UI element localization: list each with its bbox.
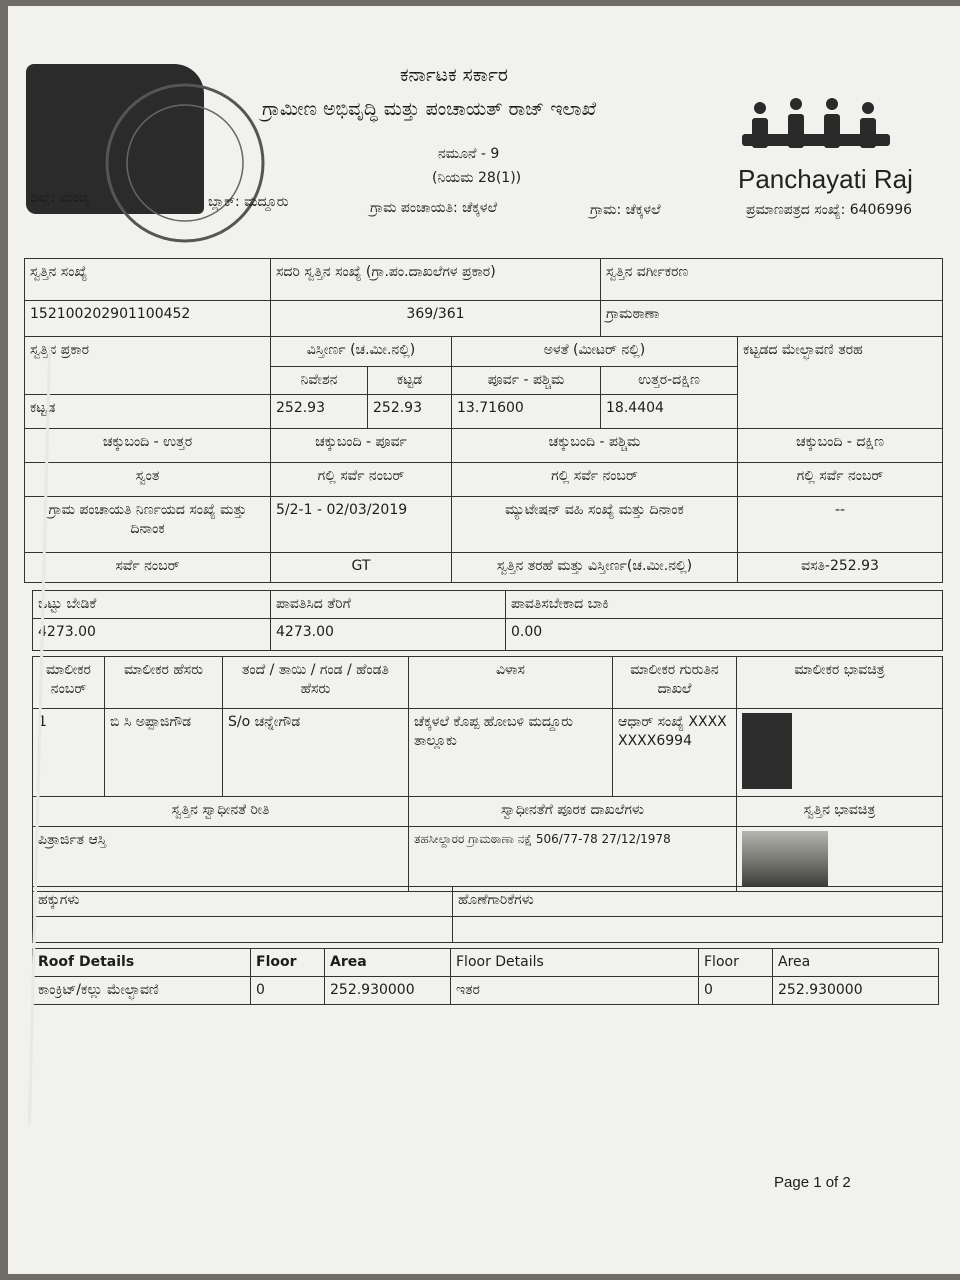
certificate-number: ಪ್ರಮಾಣಪತ್ರದ ಸಂಖ್ಯೆ: 6406996: [746, 202, 913, 218]
roof-type-value: ಕಾಂಕ್ರಿಟ್/ಕಲ್ಲು ಮೇಲ್ಛಾವಣಿ: [33, 977, 251, 1005]
resolution-label: ಗ್ರಾಮ ಪಂಚಾಯತಿ ನಿರ್ಣಯದ ಸಂಖ್ಯೆ ಮತ್ತು ದಿನಾಂಕ: [25, 497, 271, 553]
property-photo-cell: [737, 827, 943, 892]
ownership-docs-label: ಸ್ವಾಧೀನತೆಗೆ ಪೂರಕ ದಾಖಲೆಗಳು: [409, 797, 737, 827]
property-id-value: 152100202901100452: [25, 301, 271, 337]
property-kind-label: ಸ್ವತ್ತಿನ ತರಹೆ ಮತ್ತು ವಿಸ್ತೀರ್ಣ(ಚ.ಮೀ.ನಲ್ಲಿ): [452, 553, 738, 583]
rights-table: [32, 886, 943, 943]
boundary-east-value: ಗಲ್ಲಿ ಸರ್ವೆ ನಂಬರ್: [271, 463, 452, 497]
site-area-value: 252.93: [271, 395, 368, 429]
floor-details-table: [32, 948, 939, 1005]
owner-id-proof-value: ಆಧಾರ್ ಸಂಖ್ಯೆ XXXXXXXX6994: [613, 709, 737, 797]
balance-due-label: ಪಾವತಿಸಬೇಕಾದ ಬಾಕಿ: [506, 591, 943, 619]
property-type-label: ಸ್ವತ್ತಿನ ಪ್ರಕಾರ: [25, 337, 271, 395]
balance-due-value: 0.00: [506, 619, 943, 651]
owner-number-value: 1: [33, 709, 105, 797]
roof-floor-value: 0: [251, 977, 325, 1005]
village-label: ಗ್ರಾಮ: ಚೆಕ್ಕಳಲೆ: [590, 202, 661, 218]
classification-value: ಗ್ರಾಮಠಾಣಾ: [601, 301, 943, 337]
total-demand-value: 4273.00: [33, 619, 271, 651]
panchayat-seal-icon: [100, 78, 270, 248]
dept-title: ಗ್ರಾಮೀಣ ಅಭಿವೃದ್ಧಿ ಮತ್ತು ಪಂಚಾಯತ್ ರಾಜ್ ಇಲಾಖೆ: [262, 98, 597, 120]
area-label: ವಿಸ್ತೀರ್ಣ (ಚ.ಮೀ.ನಲ್ಲಿ): [271, 337, 452, 367]
property-kind-value: ವಸತಿ-252.93: [738, 553, 943, 583]
tax-paid-value: 4273.00: [271, 619, 506, 651]
liabilities-label: ಹೊಣೆಗಾರಿಕೆಗಳು: [453, 887, 943, 917]
dimension-label: ಅಳತೆ (ಮೀಟರ್ ನಲ್ಲಿ): [452, 337, 738, 367]
floor-number-header: Floor: [699, 949, 773, 977]
property-photo-label: ಸ್ವತ್ತಿನ ಭಾವಚಿತ್ರ: [737, 797, 943, 827]
classification-label: ಸ್ವತ್ತಿನ ವರ್ಗೀಕರಣ: [601, 259, 943, 301]
rights-value: [33, 917, 453, 943]
survey-number-value: GT: [271, 553, 452, 583]
owner-photo-image: [742, 713, 792, 789]
rights-label: ಹಕ್ಕುಗಳು: [33, 887, 453, 917]
form-number: ನಮೂನೆ - 9: [438, 146, 500, 162]
floor-number-value: 0: [699, 977, 773, 1005]
roof-details-header: Roof Details: [33, 949, 251, 977]
owner-table: [32, 656, 943, 892]
panchayati-raj-logo-icon: [738, 98, 898, 158]
mutation-value: --: [738, 497, 943, 553]
gram-panchayat-label: ಗ್ರಾಮ ಪಂಚಾಯತಿ: ಚೆಕ್ಕಳಲೆ: [370, 200, 498, 216]
boundary-south-label: ಚಕ್ಕುಬಂದಿ - ದಕ್ಷಿಣ: [738, 429, 943, 463]
boundary-south-value: ಗಲ್ಲಿ ಸರ್ವೆ ನಂಬರ್: [738, 463, 943, 497]
survey-number-label: ಸರ್ವೆ ನಂಬರ್: [25, 553, 271, 583]
north-south-label: ಉತ್ತರ-ದಕ್ಷಿಣ: [601, 367, 738, 395]
said-number-value: 369/361: [271, 301, 601, 337]
floor-type-value: ಇತರ: [451, 977, 699, 1005]
owner-name-label: ಮಾಲೀಕರ ಹೆಸರು: [105, 657, 223, 709]
relation-name-label: ತಂದೆ / ತಾಯಿ / ಗಂಡ / ಹೆಂಡತಿ ಹೆಸರು: [223, 657, 409, 709]
east-west-value: 13.71600: [452, 395, 601, 429]
tax-table: [32, 590, 943, 651]
tax-paid-label: ಪಾವತಿಸಿದ ತೆರಿಗೆ: [271, 591, 506, 619]
floor-area-value: 252.930000: [773, 977, 939, 1005]
building-label: ಕಟ್ಟಡ: [368, 367, 452, 395]
govt-title: ಕರ್ನಾಟಕ ಸರ್ಕಾರ: [400, 64, 508, 86]
panchayati-raj-text: Panchayati Raj: [738, 164, 913, 194]
page-indicator: Page 1 of 2: [774, 1174, 851, 1191]
roof-area-value: 252.930000: [325, 977, 451, 1005]
property-table: [24, 258, 943, 583]
resolution-value: 5/2-1 - 02/03/2019: [271, 497, 452, 553]
taluk-label: ಬ್ಲಾಕ್: ಮದ್ದೂರು: [208, 194, 289, 210]
rule-number: (ನಿಯಮ 28(1)): [432, 170, 522, 186]
boundary-east-label: ಚಕ್ಕುಬಂದಿ - ಪೂರ್ವ: [271, 429, 452, 463]
boundary-west-label: ಚಕ್ಕುಬಂದಿ - ಪಶ್ಚಿಮ: [452, 429, 738, 463]
address-value: ಚೆಕ್ಕಳಲೆ ಕೊಪ್ಪ ಹೋಬಳಿ ಮದ್ದೂರು ತಾಲ್ಲೂಕು: [409, 709, 613, 797]
mutation-label: ಮ್ಯುಟೇಷನ್ ವಹಿ ಸಂಖ್ಯೆ ಮತ್ತು ದಿನಾಂಕ: [452, 497, 738, 553]
boundary-north-value: ಸ್ವಂತ: [25, 463, 271, 497]
site-label: ನಿವೇಶನ: [271, 367, 368, 395]
district-label: ದಿಲ್ಲೆ: ಮಂಡ್ಯ: [30, 190, 90, 206]
owner-photo-label: ಮಾಲೀಕರ ಭಾವಚಿತ್ರ: [737, 657, 943, 709]
owner-name-value: ಬಿ ಸಿ ಅಪ್ಪಾಜಿಗೌಡ: [105, 709, 223, 797]
total-demand-label: ಒಟ್ಟು ಬೇಡಿಕೆ: [33, 591, 271, 619]
address-label: ವಿಳಾಸ: [409, 657, 613, 709]
boundary-west-value: ಗಲ್ಲಿ ಸರ್ವೆ ನಂಬರ್: [452, 463, 738, 497]
east-west-label: ಪೂರ್ವ - ಪಶ್ಚಿಮ: [452, 367, 601, 395]
property-type-value: ಕಟ್ಟಡ: [25, 395, 271, 429]
building-area-value: 252.93: [368, 395, 452, 429]
document-page: [8, 6, 960, 1274]
property-id-label: ಸ್ವತ್ತಿನ ಸಂಖ್ಯೆ: [25, 259, 271, 301]
owner-photo-cell: [737, 709, 943, 797]
ownership-mode-label: ಸ್ವತ್ತಿನ ಸ್ವಾಧೀನತೆ ರೀತಿ: [33, 797, 409, 827]
liabilities-value: [453, 917, 943, 943]
roof-type-label: ಕಟ್ಟಡದ ಮೇಲ್ಛಾವಣಿ ತರಹ: [738, 337, 943, 429]
roof-floor-header: Floor: [251, 949, 325, 977]
property-photo-image: [742, 831, 828, 887]
ownership-docs-value: ತಹಸೀಲ್ದಾರರ ಗ್ರಾಮಠಾಣಾ ನಕ್ಷೆ 506/77-78 27/12/1978: [409, 827, 737, 892]
owner-id-proof-label: ಮಾಲೀಕರ ಗುರುತಿನ ದಾಖಲೆ: [613, 657, 737, 709]
ownership-mode-value: ಪಿತ್ರಾರ್ಜಿತ ಆಸ್ತಿ: [33, 827, 409, 892]
roof-area-header: Area: [325, 949, 451, 977]
floor-area-header: Area: [773, 949, 939, 977]
north-south-value: 18.4404: [601, 395, 738, 429]
owner-number-label: ಮಾಲೀಕರ ನಂಬರ್: [33, 657, 105, 709]
floor-details-header: Floor Details: [451, 949, 699, 977]
said-number-label: ಸದರಿ ಸ್ವತ್ತಿನ ಸಂಖ್ಯೆ (ಗ್ರಾ.ಪಂ.ದಾಖಲೆಗಳ ಪ್ರಕಾರ): [271, 259, 601, 301]
boundary-north-label: ಚಕ್ಕುಬಂದಿ - ಉತ್ತರ: [25, 429, 271, 463]
relation-name-value: S/o ಚನ್ನೇಗೌಡ: [223, 709, 409, 797]
